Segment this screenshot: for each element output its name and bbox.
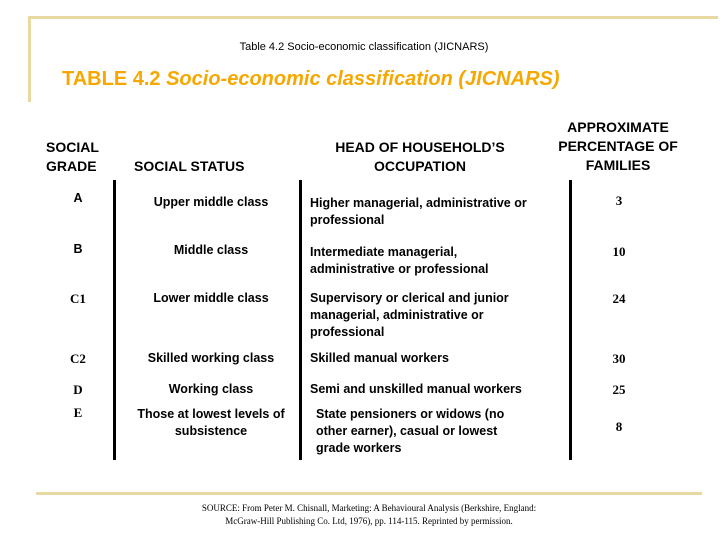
title-rest: Socio-economic classification (JICNARS) [166, 68, 560, 90]
occupation-line: Intermediate managerial, [310, 245, 458, 259]
header-social-status: SOCIAL STATUS [134, 158, 245, 174]
grade-cell: E [73, 405, 83, 420]
header-line: PERCENTAGE OF [558, 138, 678, 154]
grade-cell: C2 [70, 351, 86, 366]
occupation-cell [310, 350, 560, 367]
occupation-cell [316, 406, 566, 457]
status-line: Upper middle class [153, 195, 269, 209]
occupation-line: other earner), casual or lowest [316, 424, 498, 438]
occupation-line: Higher managerial, administrative or [310, 196, 527, 210]
header-social-grade [46, 138, 116, 176]
slide-title [62, 68, 560, 91]
occupation-cell [310, 195, 560, 229]
occupation-cell [310, 290, 560, 341]
column-divider [569, 180, 572, 460]
occupation-line: professional [310, 213, 385, 227]
occupation-line: grade workers [316, 441, 402, 455]
source-line: McGraw-Hill Publishing Co. Ltd, 1976), pp. 114-115. Reprinted by permission. [225, 516, 513, 526]
percentage-cell: 8 [615, 419, 623, 434]
status-cell [118, 406, 304, 440]
slide-frame-top [28, 16, 718, 19]
header-line: GRADE [46, 158, 97, 174]
header-line: APPROXIMATE [567, 119, 669, 135]
occupation-cell [310, 244, 560, 278]
title-prefix: TABLE 4.2 [62, 68, 167, 90]
status-cell [118, 290, 304, 307]
source-line: SOURCE: From Peter M. Chisnall, Marketing: A Behavioural Analysis (Berkshire, England: [201, 503, 537, 513]
percentage-cell: 30 [612, 351, 626, 366]
header-line: SOCIAL [46, 139, 99, 155]
header-line: FAMILIES [585, 157, 651, 173]
grade-cell: D [73, 382, 83, 397]
grade-cell: A [73, 191, 83, 205]
status-cell [118, 350, 304, 367]
status-line: Skilled working class [147, 351, 275, 365]
occupation-line: State pensioners or widows (no [316, 407, 505, 421]
grade-cell: C1 [70, 291, 86, 306]
occupation-line: administrative or professional [310, 262, 489, 276]
occupation-cell [310, 381, 560, 398]
status-line: subsistence [174, 424, 248, 438]
column-divider [113, 180, 116, 460]
occupation-line: professional [310, 325, 385, 339]
status-line: Lower middle class [153, 291, 269, 305]
status-cell [118, 381, 304, 398]
slide-frame-left [28, 16, 31, 102]
header-occupation [300, 138, 540, 176]
percentage-cell: 10 [612, 244, 626, 259]
status-cell [118, 242, 304, 259]
occupation-line: managerial, administrative or [310, 308, 484, 322]
percentage-cell: 25 [612, 382, 626, 397]
occupation-line: Semi and unskilled manual workers [310, 382, 522, 396]
header-line: HEAD OF HOUSEHOLD’S [335, 139, 505, 155]
percentage-cell: 24 [612, 291, 626, 306]
percentage-cell: 3 [615, 193, 623, 208]
header-percentage [548, 118, 688, 175]
source-citation [0, 502, 728, 528]
status-line: Working class [168, 382, 254, 396]
occupation-line: Supervisory or clerical and junior [310, 291, 509, 305]
status-cell [118, 194, 304, 211]
slide-frame-bottom [36, 492, 702, 495]
grade-cell: B [73, 242, 83, 256]
status-line: Those at lowest levels of [137, 407, 285, 421]
header-line: OCCUPATION [373, 158, 467, 174]
status-line: Middle class [173, 243, 249, 257]
slide-caption: Table 4.2 Socio-economic classification (JICNARS) [239, 41, 489, 53]
occupation-line: Skilled manual workers [310, 351, 449, 365]
